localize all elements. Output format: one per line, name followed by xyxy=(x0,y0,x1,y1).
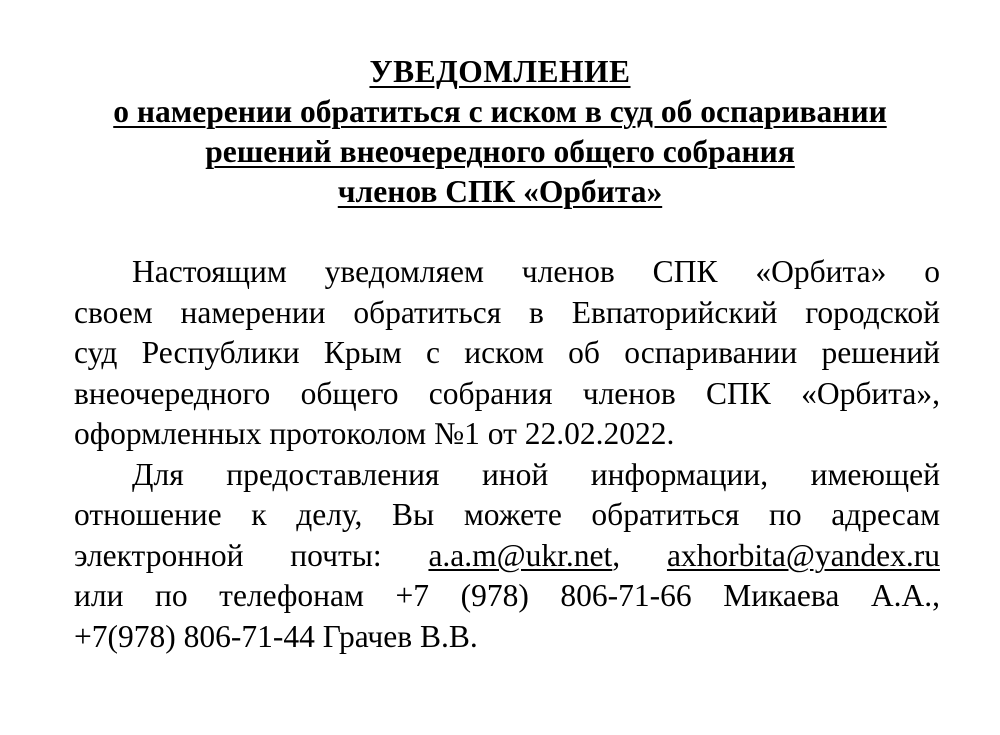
notice-body xyxy=(74,252,940,657)
notice-title xyxy=(0,52,1000,212)
paragraph-intent xyxy=(74,252,940,455)
paragraph-line: Для предоставления иной информации, имеющей xyxy=(132,456,940,492)
email-prefix: электронной почты: xyxy=(74,537,382,573)
paragraph-line-phone-1: или по телефонам +7 (978) 806-71-66 Микаева А.А., xyxy=(74,578,940,613)
email-separator: , xyxy=(612,537,621,573)
paragraph-line: Настоящим уведомляем членов СПК «Орбита» о xyxy=(132,254,940,289)
title-heading: УВЕДОМЛЕНИЕ xyxy=(369,54,631,89)
paragraph-line: отношение к делу, Вы можете обратиться по адресам xyxy=(74,497,940,532)
paragraph-line: оформленных протоколом №1 от 22.02.2022. xyxy=(74,416,675,451)
paragraph-line-emails xyxy=(74,536,940,577)
email-link-1[interactable]: a.a.m@ukr.net xyxy=(428,537,613,573)
paragraph-contacts xyxy=(74,455,940,658)
email-link-2[interactable]: axhorbita@yandex.ru xyxy=(666,537,940,573)
title-subtitle-line-1: о намерении обратиться с иском в суд об оспаривании xyxy=(113,94,887,129)
paragraph-line: внеочередного общего собрания членов СПК «Орбита», xyxy=(74,375,940,411)
title-subtitle-line-3: членов СПК «Орбита» xyxy=(337,174,663,209)
paragraph-line: своем намерении обратиться в Евпаторийский городской xyxy=(74,294,940,330)
title-subtitle-line-2: решений внеочередного общего собрания xyxy=(205,134,795,169)
paragraph-line-phone-2: +7(978) 806-71-44 Грачев В.В. xyxy=(74,618,478,654)
paragraph-line: суд Республики Крым с иском об оспаривании решений xyxy=(74,335,940,370)
